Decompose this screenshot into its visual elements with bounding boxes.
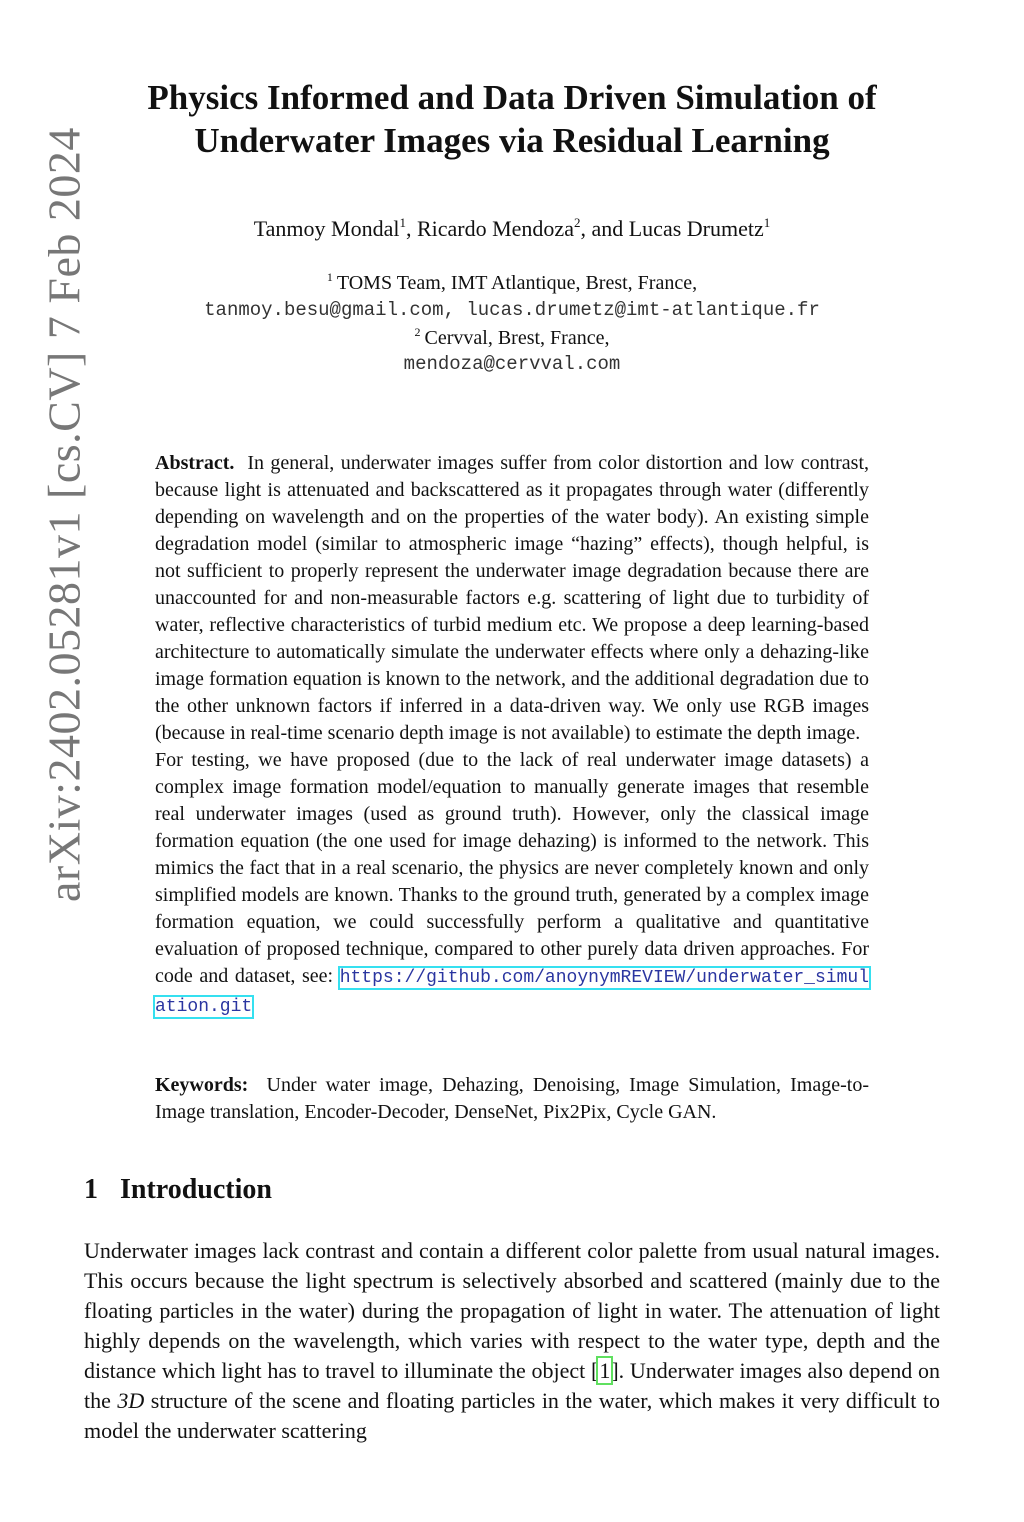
- abstract-paragraph-1: [155, 450, 869, 747]
- intro-text: ]. Underwater images also depend on the: [84, 1358, 940, 1413]
- author-affiliation-mark: 1: [399, 215, 406, 230]
- keywords: [155, 1072, 869, 1126]
- affiliation-text: Cervval, Brest, France,: [424, 327, 610, 349]
- citation-link[interactable]: 1: [599, 1358, 611, 1383]
- author-affiliation-mark: 2: [573, 215, 581, 230]
- section-heading: [84, 1174, 272, 1206]
- section-title: Introduction: [120, 1174, 272, 1205]
- keywords-text: Under water image, Dehazing, Denoising, Image Simulation, Image-to-Image translation, Encoder-Decoder, DenseNet, Pix2Pix, Cycle GAN.: [155, 1074, 869, 1123]
- code-dataset-link[interactable]: https://github.com/anoynymREVIEW/underwater_simulation.git: [155, 968, 869, 1017]
- section-number: 1: [84, 1174, 98, 1205]
- keywords-label: Keywords:: [155, 1074, 249, 1096]
- affiliation-1-emails[interactable]: tanmoy.besu@gmail.com, lucas.drumetz@imt-atlantique.fr: [204, 299, 820, 321]
- abstract-text-2: For testing, we have proposed (due to the lack of real underwater image datasets) a complex image formation model/equation to manually generate images that resemble real underwater images (used as ground truth). However, only the classical image formation equation (the one used for image dehazing) is informed to the network. This mimics the fact that in a real scenario, the physics are never completely known and only simplified models are known. Thanks to the ground truth, generated by a complex image formation equation, we could successfully perform a qualitative and quantitative evaluation of proposed technique, compared to other purely data driven approaches. For code and dataset, see:: [155, 749, 869, 987]
- abstract: [155, 450, 869, 1021]
- title-line-2: Underwater Images via Residual Learning: [194, 121, 830, 160]
- affiliation-1: [120, 270, 904, 295]
- abstract-text-1: In general, underwater images suffer from color distortion and low contrast, because light is attenuated and backscattered as it propagates through water (differently depending on wavelength and on the properties of the water body). An existing simple degradation model (similar to atmospheric image “hazing” effects), though helpful, is not sufficient to properly represent the underwater image degradation because there are unaccounted for and non-measurable factors e.g. scattering of light due to turbidity of water, reflective characteristics of turbid medium etc. We propose a deep learning-based architecture to automatically simulate the underwater effects where only a dehazing-like image formation equation is known to the network, and the additional degradation due to the other unknown factors if inferred in a data-driven way. We only use RGB images (because in real-time scenario depth image is not available) to estimate the depth image.: [155, 452, 869, 744]
- math-expression: 3D: [117, 1388, 145, 1413]
- affiliation-number: 1: [326, 270, 333, 284]
- author-list: [120, 215, 904, 242]
- author-name: Tanmoy Mondal: [253, 216, 400, 241]
- author-separator: , and: [580, 216, 629, 241]
- affiliation-number: 2: [414, 325, 421, 339]
- author-separator: ,: [405, 216, 417, 241]
- affiliation-text: TOMS Team, IMT Atlantique, Brest, France,: [336, 272, 698, 294]
- affiliation-2-email[interactable]: mendoza@cervval.com: [403, 353, 621, 375]
- title-line-1: Physics Informed and Data Driven Simulation of: [147, 78, 877, 117]
- abstract-label: Abstract.: [155, 452, 235, 474]
- affiliation-2: [120, 325, 904, 350]
- paper-title: [120, 76, 904, 162]
- author-name: Ricardo Mendoza: [416, 216, 574, 241]
- author-name: Lucas Drumetz: [628, 216, 764, 241]
- introduction-paragraph: [84, 1236, 940, 1446]
- abstract-paragraph-2: [155, 747, 869, 1021]
- intro-text: structure of the scene and floating particles in the water, which makes it very difficult to model the underwater scattering: [84, 1388, 940, 1443]
- arxiv-identifier: arXiv:2402.05281v1 [cs.CV] 7 Feb 2024: [38, 127, 90, 903]
- intro-text: Underwater images lack contrast and contain a different color palette from usual natural images. This occurs because the light spectrum is selectively absorbed and scattered (mainly due to the floating particles in the water) during the propagation of light in water. The attenuation of light highly depends on the wavelength, which varies with respect to the water type, depth and the distance which light has to travel to illuminate the object [: [84, 1238, 940, 1383]
- author-affiliation-mark: 1: [763, 215, 771, 230]
